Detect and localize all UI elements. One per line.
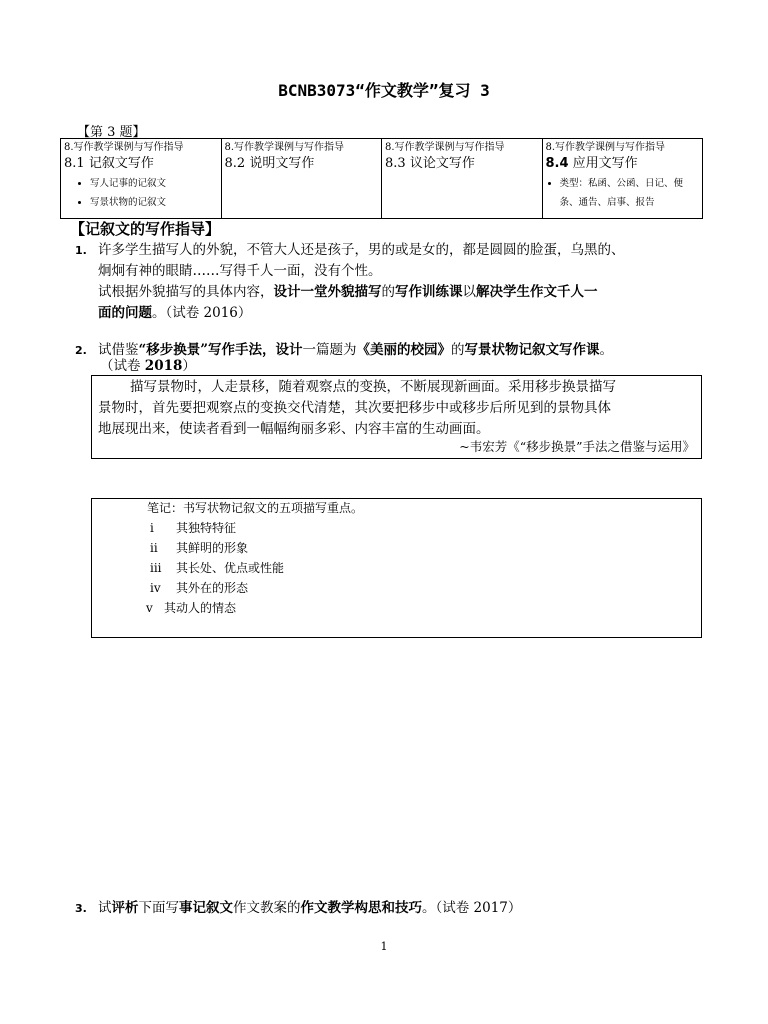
- notes-box: [91, 498, 702, 638]
- question-2-line-1: 试借鉴“移步换景”写作手法，设计一篇题为《美丽的校园》的写景状物记叙文写作课。: [98, 342, 614, 358]
- syllabus-cell-8-4: [542, 139, 703, 219]
- cell-bullet-list: [546, 174, 700, 212]
- quote-line-3: 地展现出来，使读者看到一幅幅绚丽多彩、内容丰富的生动画面。: [98, 421, 490, 437]
- quote-source: ~韦宏芳《“移步换景”手法之借鉴与运用》: [459, 439, 695, 454]
- syllabus-table: [60, 138, 703, 219]
- cell-heading: 8.写作教学课例与写作指导: [64, 142, 184, 153]
- notes-item-3: iii 其长处、优点或性能: [150, 561, 285, 575]
- section-title: 【记叙文的写作指导】: [70, 220, 221, 238]
- notes-item-1: i 其独特特征: [150, 521, 237, 535]
- notes-item-2: ii 其鲜明的形象: [150, 541, 249, 555]
- question-3: 试评析下面写事记叙文作文教案的作文教学构思和技巧。（试卷 2017）: [98, 900, 522, 916]
- question-1-line-4: 面的问题。（试卷 2016）: [98, 305, 252, 321]
- cell-heading: 8.写作教学课例与写作指导: [545, 142, 666, 153]
- list-item: • 写景状物的记叙文: [90, 193, 218, 212]
- question-2-number: 2.: [75, 344, 87, 357]
- quote-line-2: 景物时，首先要把观察点的变换交代清楚，其次要把移步中或移步后所见到的景物具体: [98, 400, 611, 416]
- notes-heading: 笔记：书写状物记叙文的五项描写重点。: [147, 501, 364, 515]
- cell-bullet-list: [64, 174, 218, 212]
- cell-heading: 8.写作教学课例与写作指导: [385, 142, 505, 153]
- question-1-line-3: 试根据外貌描写的具体内容，设计一堂外貌描写的写作训练课以解决学生作文千人一: [98, 284, 598, 300]
- syllabus-cell-8-2: [221, 139, 382, 219]
- question-3-number: 3.: [75, 902, 87, 915]
- cell-subtitle: 8.2 说明文写作: [224, 156, 315, 171]
- cell-subtitle: 8.1 记叙文写作: [64, 156, 154, 171]
- list-item: • 类型：私函、公函、日记、便条、通告、启事、报告: [560, 174, 700, 212]
- cell-subtitle: 8.3 议论文写作: [385, 156, 475, 171]
- page-number: 1: [380, 940, 388, 953]
- notes-item-4: iv 其外在的形态: [150, 581, 249, 595]
- question-1-line-2: 炯炯有神的眼睛……写得千人一面，没有个性。: [98, 263, 382, 279]
- question-1-line-1: 许多学生描写人的外貌，不管大人还是孩子，男的或是女的，都是圆圆的脸蛋，乌黑的、: [98, 242, 625, 258]
- question-1-number: 1.: [75, 244, 87, 257]
- question-2-exam-year: （试卷 2018）: [100, 358, 196, 374]
- quote-line-1: 描写景物时，人走景移，随着观察点的变换，不断展现新画面。采用移步换景描写: [130, 379, 616, 395]
- cell-heading: 8.写作教学课例与写作指导: [224, 142, 345, 153]
- syllabus-cell-8-1: [61, 139, 222, 219]
- quote-box: [91, 375, 702, 459]
- question-1: [98, 240, 708, 324]
- syllabus-cell-8-3: [382, 139, 543, 219]
- document-title: BCNB3073“作文教学”复习 3: [278, 81, 490, 100]
- list-item: • 写人记事的记叙文: [90, 174, 218, 193]
- cell-subtitle: 8.4 应用文写作: [545, 156, 638, 171]
- notes-item-5: v 其动人的情态: [146, 601, 237, 615]
- question-label: 【第 3 题】: [77, 125, 146, 140]
